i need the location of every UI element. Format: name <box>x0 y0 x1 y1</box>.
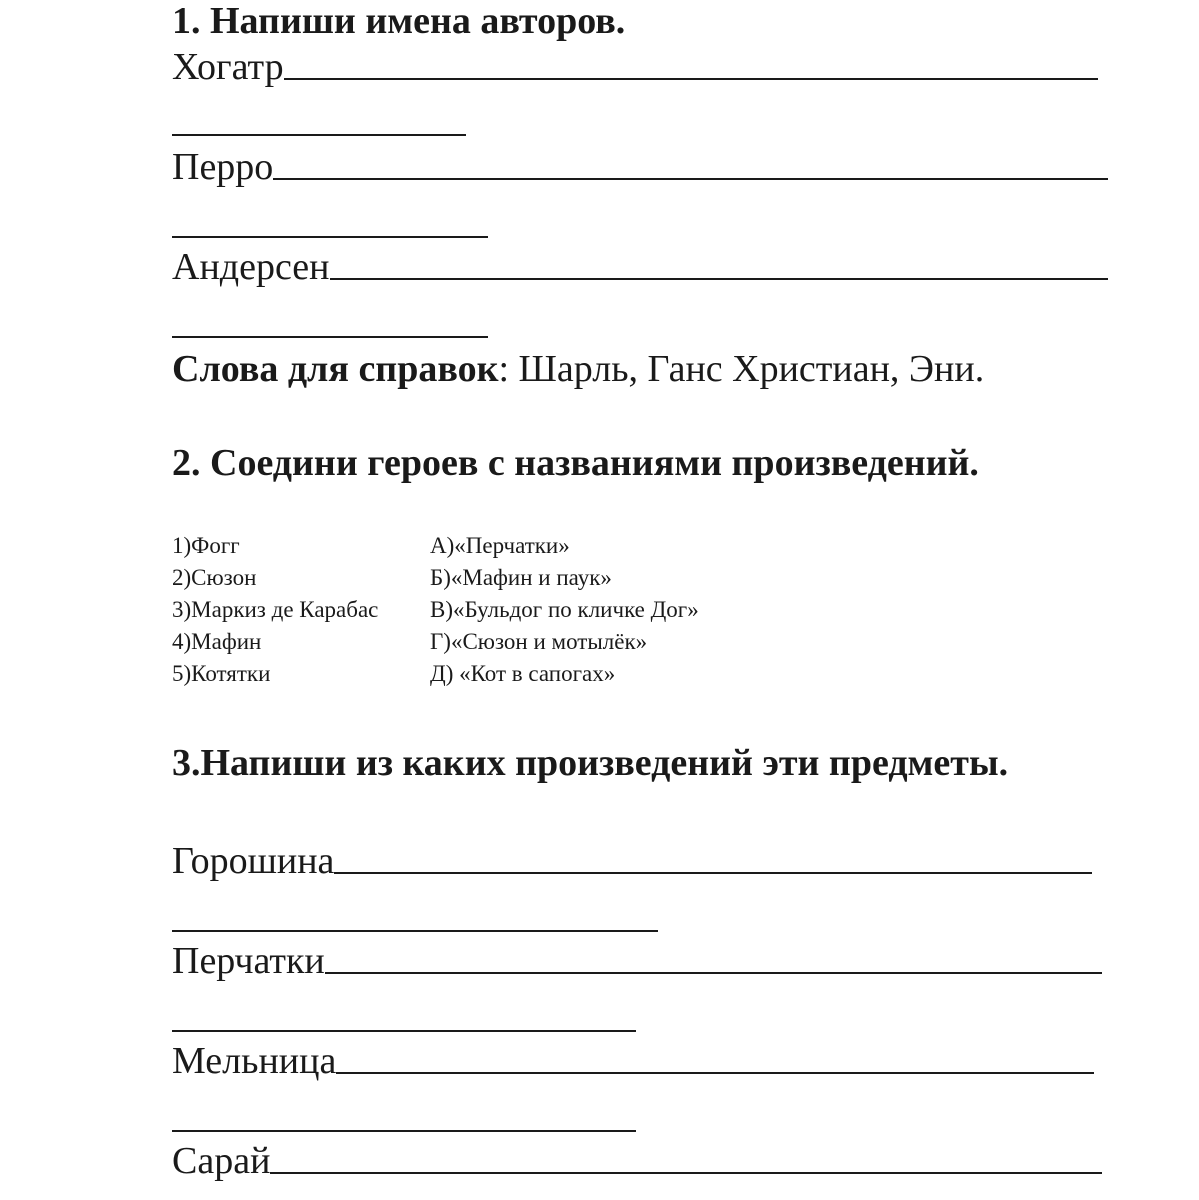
author-row-perrault <box>172 148 1108 186</box>
author-row-hogarth <box>172 48 1098 86</box>
answer-line-continuation[interactable] <box>172 134 466 136</box>
hero-item: 2)Сюзон <box>172 565 257 590</box>
item-label: Сарай <box>172 1140 271 1182</box>
answer-line[interactable] <box>336 1072 1094 1074</box>
author-label: Перро <box>172 146 274 188</box>
section1-title: 1. Напиши имена авторов. <box>172 0 626 42</box>
answer-line[interactable] <box>330 278 1108 280</box>
answer-line[interactable] <box>334 872 1092 874</box>
item-row-gloves <box>172 942 1102 980</box>
reference-words <box>172 350 984 388</box>
answer-line-continuation[interactable] <box>172 336 488 338</box>
item-label: Горошина <box>172 840 335 882</box>
section3-title: 3.Напиши из каких произведений эти предметы. <box>172 742 1009 784</box>
hero-item: 3)Маркиз де Карабас <box>172 597 379 622</box>
work-item: Б)«Мафин и паук» <box>430 565 612 590</box>
answer-line-continuation[interactable] <box>172 236 488 238</box>
reference-label: Слова для справок <box>172 348 499 390</box>
item-label: Мельница <box>172 1040 337 1082</box>
author-row-andersen <box>172 248 1108 286</box>
author-label: Хогатр <box>172 46 284 88</box>
item-row-barn <box>172 1142 1102 1180</box>
work-item: Д) «Кот в сапогах» <box>430 661 616 686</box>
answer-line[interactable] <box>325 972 1102 974</box>
section2-title: 2. Соедини героев с названиями произведений. <box>172 442 979 484</box>
answer-line[interactable] <box>284 78 1098 80</box>
reference-list: : Шарль, Ганс Христиан, Эни. <box>498 348 985 390</box>
answer-line-continuation[interactable] <box>172 1030 636 1032</box>
item-row-pea <box>172 842 1092 880</box>
hero-item: 4)Мафин <box>172 629 262 654</box>
answer-line[interactable] <box>270 1172 1102 1174</box>
work-item: А)«Перчатки» <box>430 533 570 558</box>
answer-line[interactable] <box>273 178 1108 180</box>
answer-line-continuation[interactable] <box>172 1130 636 1132</box>
hero-item: 5)Котятки <box>172 661 271 686</box>
work-item: Г)«Сюзон и мотылёк» <box>430 629 648 654</box>
work-item: В)«Бульдог по кличке Дог» <box>430 597 699 622</box>
answer-line-continuation[interactable] <box>172 930 658 932</box>
hero-item: 1)Фогг <box>172 533 240 558</box>
author-label: Андерсен <box>172 246 330 288</box>
item-label: Перчатки <box>172 940 325 982</box>
item-row-mill <box>172 1042 1094 1080</box>
